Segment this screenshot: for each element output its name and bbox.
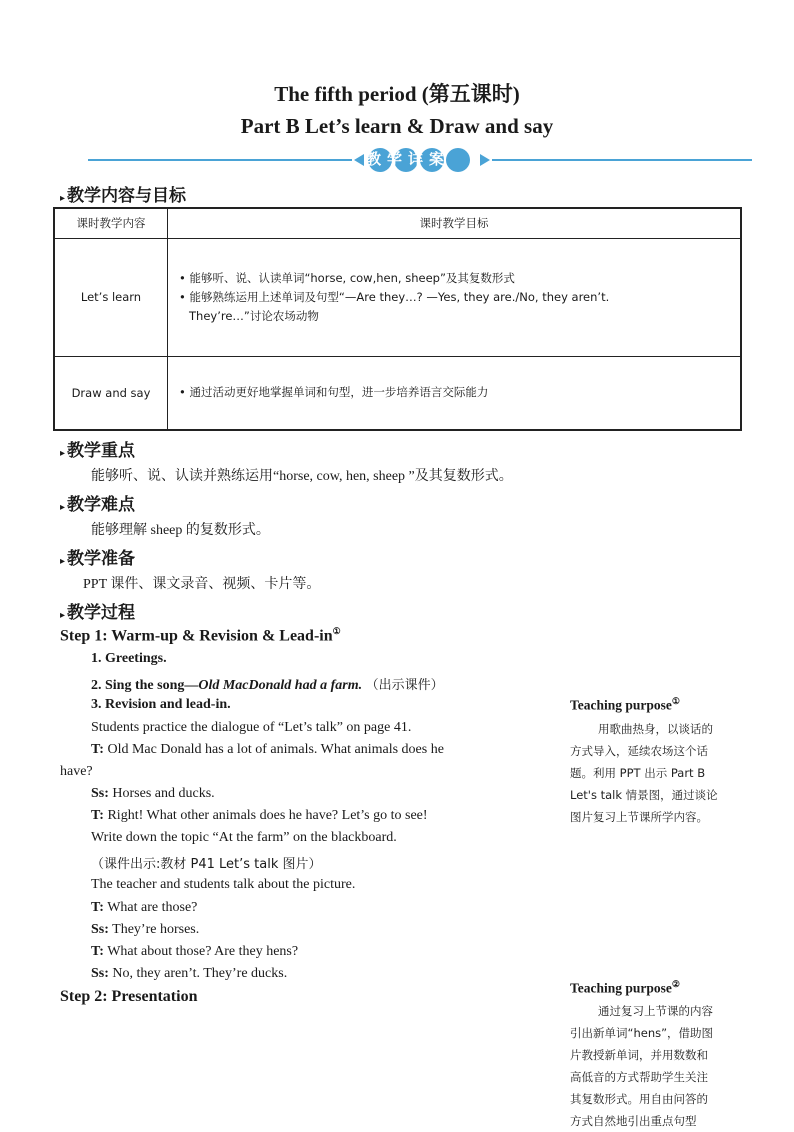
section-content-goals: ▸ 教学内容与目标 bbox=[60, 186, 187, 206]
key-points-text: 能够听、说、认读并熟练运用“horse, cow, hen, sheep ”及其复数形式。 bbox=[91, 469, 513, 484]
step1-title: Step 1: Warm-up & Revision & Lead-in① bbox=[60, 626, 341, 645]
banner bbox=[352, 147, 492, 173]
side-note-heading: Teaching purpose① bbox=[570, 696, 680, 713]
step1-line: 1. Greetings. bbox=[91, 651, 167, 666]
triangle-icon: ▸ bbox=[60, 193, 66, 204]
table-row bbox=[54, 238, 741, 356]
triangle-icon: ▸ bbox=[60, 556, 66, 567]
step1-line: Ss: They’re horses. bbox=[91, 922, 200, 937]
step1-line: have? bbox=[60, 764, 93, 779]
step1-line: T: What are those? bbox=[91, 900, 198, 915]
table-header-content: 课时教学内容 bbox=[54, 208, 168, 238]
step1-line: Ss: Horses and ducks. bbox=[91, 786, 215, 801]
section-process: ▸ 教学过程 bbox=[60, 603, 136, 623]
page-subtitle: Part B Let’s learn & Draw and say bbox=[240, 114, 554, 138]
step2-title: Step 2: Presentation bbox=[60, 988, 198, 1005]
triangle-icon: ▸ bbox=[60, 502, 66, 513]
side-note-heading: Teaching purpose② bbox=[570, 979, 680, 996]
difficulty-text: 能够理解 sheep 的复数形式。 bbox=[91, 523, 270, 538]
step1-line: Students practice the dialogue of “Let’s talk” on page 41. bbox=[91, 720, 412, 735]
table-row-label: Draw and say bbox=[54, 356, 168, 430]
step1-line: T: What about those? Are they hens? bbox=[91, 944, 299, 959]
step1-line: Write down the topic “At the farm” on the blackboard. bbox=[91, 830, 397, 845]
step1-line: 3. Revision and lead-in. bbox=[91, 697, 231, 712]
section-difficulty: ▸ 教学难点 bbox=[60, 495, 136, 515]
side-note-text: 用歌曲热身，以谈话的 方式导入，延续农场这个话 题。利用 PPT 出示 Part B Let's talk 情景图，通过谈论 图片复习上节课所学内容。 bbox=[570, 722, 718, 824]
step1-line: Ss: No, they aren’t. They’re ducks. bbox=[91, 966, 288, 981]
table-row bbox=[54, 356, 741, 430]
step1-line: The teacher and students talk about the picture. bbox=[91, 877, 356, 892]
table-header-goals: 课时教学目标 bbox=[168, 208, 742, 238]
step1-line: T: Right! What other animals does he have? Let’s go to see! bbox=[91, 808, 428, 823]
step1-line: 2. Sing the song—Old MacDonald had a farm. （出示课件） bbox=[91, 678, 444, 693]
table-row-goals: • 能够听、说、认读单词“horse, cow,hen, sheep”及其复数形式 • 能够熟练运用上述单词及句型“—Are they…? —Yes, they are./No, they aren’t. They’re…”讨论农场动物 bbox=[168, 238, 742, 356]
table-row-goals: • 通过活动更好地掌握单词和句型，进一步培养语言交际能力 bbox=[168, 356, 742, 430]
table-row-label: Let’s learn bbox=[54, 238, 168, 356]
step1-line: （课件出示:教材 P41 Let’s talk 图片） bbox=[91, 857, 322, 872]
step1-line: T: Old Mac Donald has a lot of animals. What animals does he bbox=[91, 742, 444, 757]
section-preparation: ▸ 教学准备 bbox=[60, 549, 136, 569]
section-key-points: ▸ 教学重点 bbox=[60, 441, 136, 461]
triangle-icon: ▸ bbox=[60, 448, 66, 459]
table-header-row bbox=[54, 208, 741, 238]
banner-label: 教学详案 bbox=[366, 150, 451, 168]
side-note-text: 通过复习上节课的内容 引出新单词“hens”，借助图 片教授新单词，并用数数和 高低音的方式帮助学生关注 其复数形式。用自由问答的 方式自然地引出重点句型 bbox=[570, 1004, 714, 1128]
triangle-icon: ▸ bbox=[60, 610, 66, 621]
objectives-table bbox=[53, 207, 742, 431]
preparation-text: PPT 课件、课文录音、视频、卡片等。 bbox=[83, 577, 321, 592]
page-title: The fifth period (第五课时) bbox=[274, 82, 520, 106]
